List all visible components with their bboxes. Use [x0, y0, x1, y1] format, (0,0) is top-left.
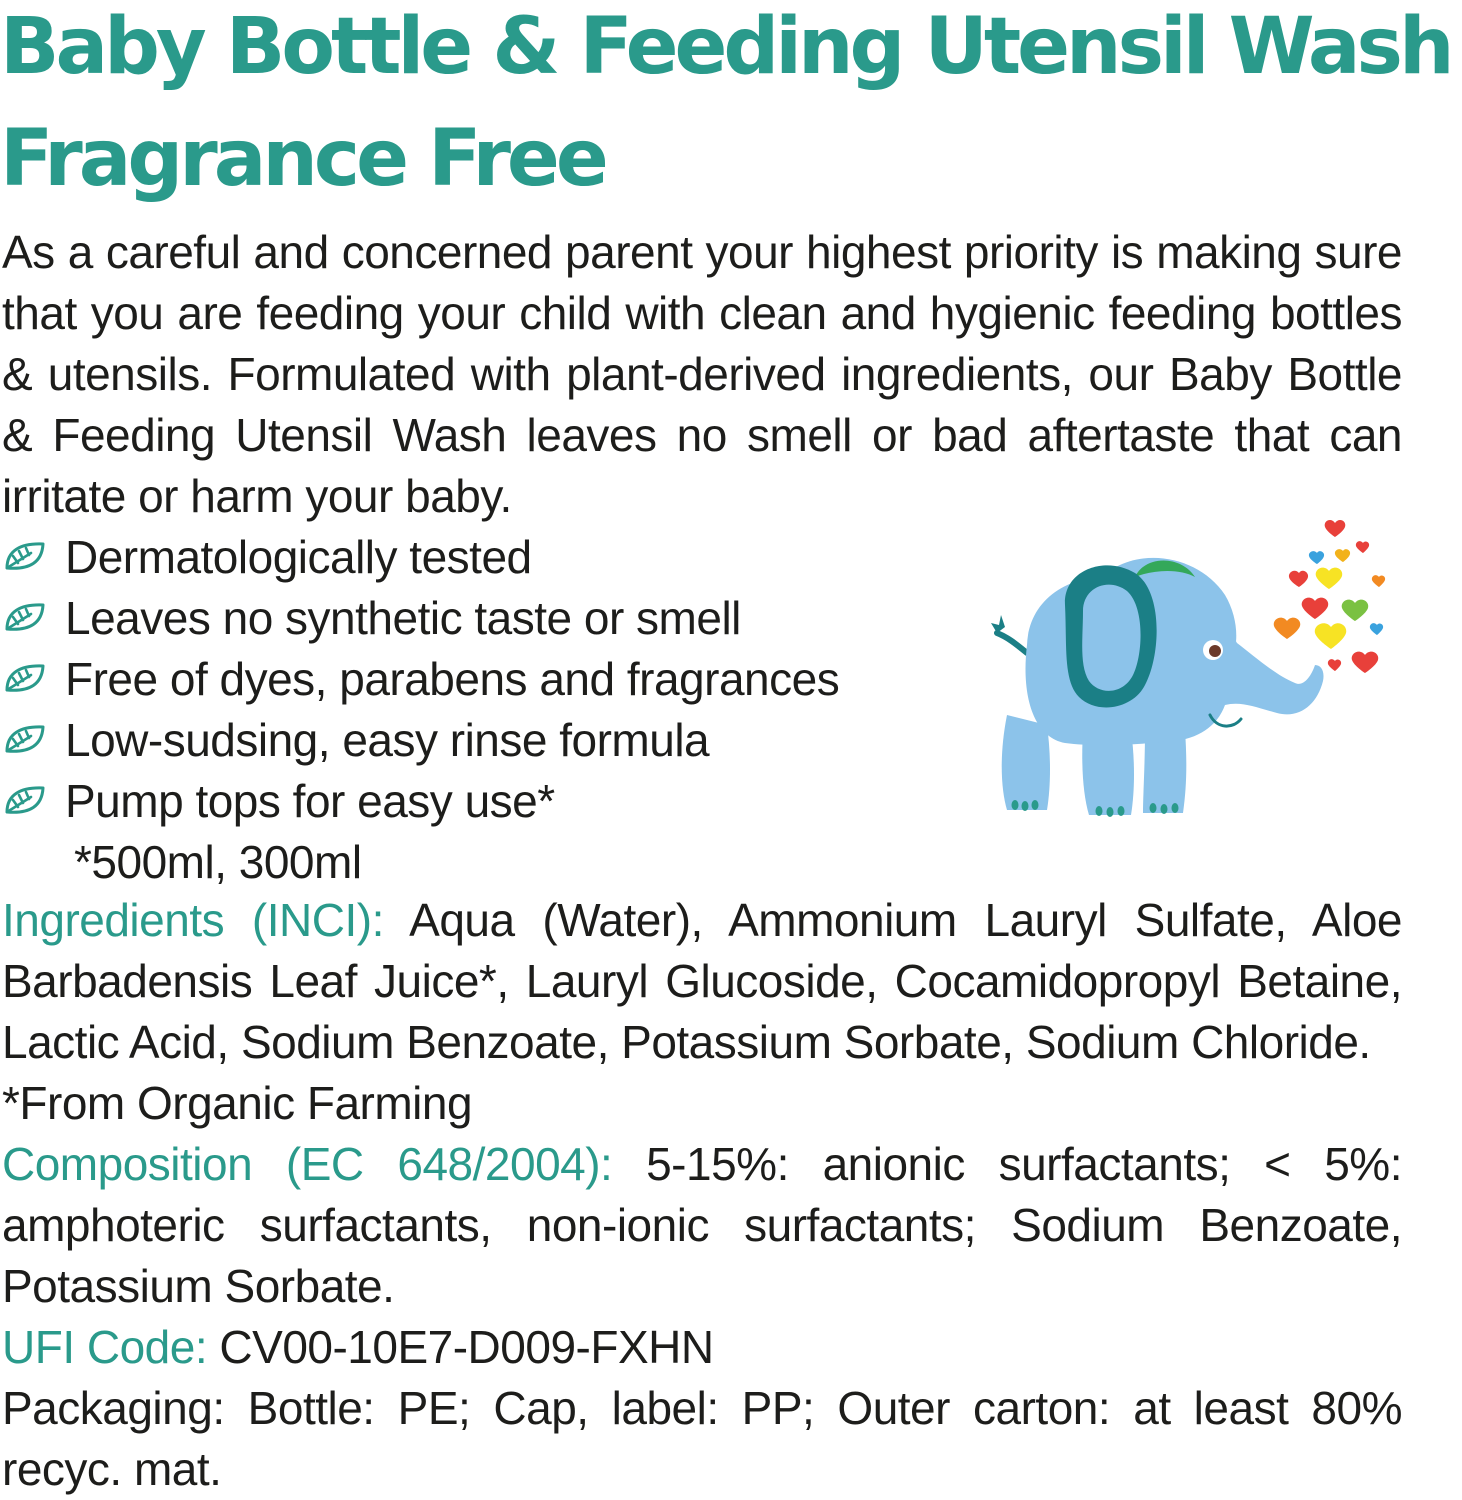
ufi-value: CV00-10E7-D009-FXHN	[219, 1321, 714, 1373]
composition-text: 5-15%: anionic surfactants; < 5%: amphoteric surfactants, non-ionic surfactants; Sodium Benzoate, Potassium Sorbate.	[2, 1138, 1402, 1312]
ingredients-label: Ingredients (INCI):	[2, 894, 384, 946]
leaf-icon	[4, 722, 46, 756]
ufi-code	[2, 1317, 714, 1378]
product-title: Baby Bottle & Feeding Utensil Wash	[0, 2, 1451, 92]
leaf-icon	[4, 539, 46, 573]
ingredients-section	[2, 890, 1402, 1134]
intro-paragraph: As a careful and concerned parent your highest priority is making sure that you are feeding your child with clean and hygienic feeding bottles & utensils. Formulated with plant-derived ingredients, our Baby Bottle & Feeding Utensil Wash leaves no smell or bad aftertaste that can irritate or harm your baby.	[2, 226, 1402, 522]
ufi-label: UFI Code:	[2, 1321, 208, 1373]
ingredients-text: Aqua (Water), Ammonium Lauryl Sulfate, Aloe Barbadensis Leaf Juice*, Lauryl Glucoside, Cocamidopropyl Betaine, Lactic Acid, Sodium Benzoate, Potassium Sorbate, Sodium Chloride.	[2, 894, 1402, 1068]
feature-text: Low-sudsing, easy rinse formula	[65, 714, 710, 766]
elephant-illustration	[985, 515, 1395, 830]
leaf-icon	[4, 600, 46, 634]
feature-text: Free of dyes, parabens and fragrances	[65, 653, 840, 705]
composition-section	[2, 1134, 1402, 1317]
leaf-icon	[4, 783, 46, 817]
size-footnote: *500ml, 300ml	[74, 836, 362, 888]
product-subtitle: Fragrance Free	[0, 114, 605, 204]
hearts-decoration	[1274, 520, 1385, 673]
packaging-info: Packaging: Bottle: PE; Cap, label: PP; Outer carton: at least 80% recyc. mat.	[2, 1382, 1402, 1495]
feature-text: Pump tops for easy use*	[65, 775, 555, 827]
feature-text: Leaves no synthetic taste or smell	[65, 592, 741, 644]
composition-label: Composition (EC 648/2004):	[2, 1138, 613, 1190]
feature-text: Dermatologically tested	[65, 531, 532, 583]
organic-note: *From Organic Farming	[2, 1077, 473, 1129]
leaf-icon	[4, 661, 46, 695]
